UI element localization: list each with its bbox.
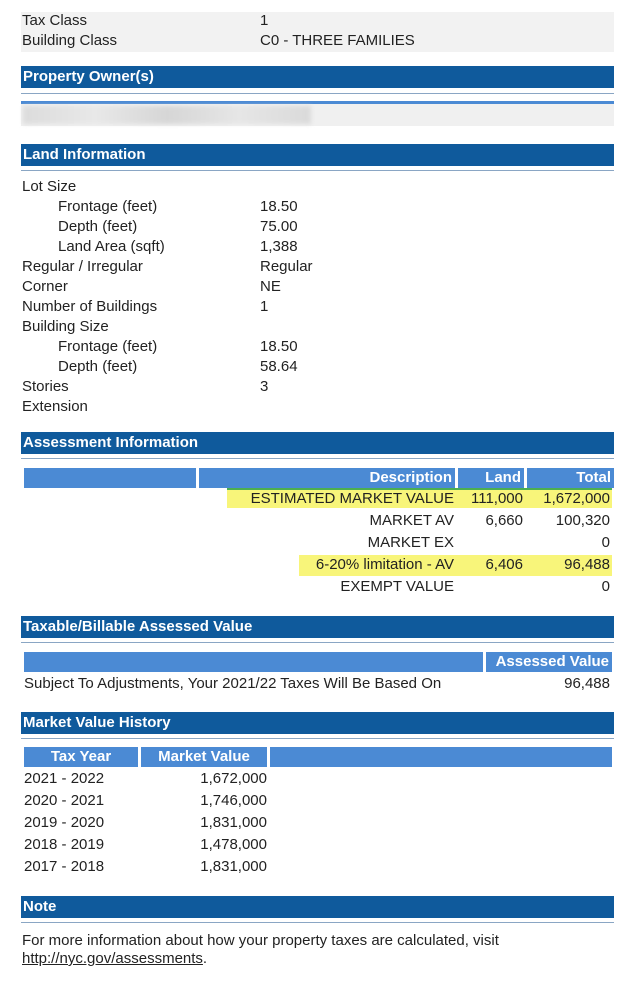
bldg-depth-row <box>22 357 298 377</box>
history-row-value: 1,478,000 <box>200 836 267 853</box>
regular-value: Regular <box>260 258 313 275</box>
regular-label: Regular / Irregular <box>22 258 143 275</box>
taxable-header-blank <box>24 652 483 672</box>
num-buildings-row <box>22 297 269 317</box>
corner-label: Corner <box>22 278 68 295</box>
assessment-row-land: 111,000 <box>471 490 523 507</box>
history-row-year: 2020 - 2021 <box>24 792 105 809</box>
note-link-suffix: . <box>202 950 208 967</box>
bldg-frontage-value: 18.50 <box>260 338 298 355</box>
owners-rule <box>21 93 614 94</box>
assessment-row-land <box>458 577 523 597</box>
building-class-value: C0 - THREE FAMILIES <box>260 32 415 49</box>
land-rule <box>21 170 614 171</box>
land-area-label: Land Area (sqft) <box>58 238 165 255</box>
bldg-frontage-label: Frontage (feet) <box>58 338 158 355</box>
tax-class-row <box>22 11 269 31</box>
assessment-row-total: 0 <box>601 578 610 595</box>
assessment-row-description: EXEMPT VALUE <box>340 578 454 595</box>
history-row-value: 1,831,000 <box>200 858 267 875</box>
assessment-header-description: Description <box>199 468 455 488</box>
assessment-row-land: 6,406 <box>485 556 523 573</box>
tax-class-value: 1 <box>260 12 269 29</box>
owner-name-redacted <box>21 104 614 126</box>
stories-value: 3 <box>260 378 269 395</box>
market-value-history-header: Market Value History <box>21 712 614 734</box>
assessment-row-total: 1,672,000 <box>543 490 610 507</box>
lot-frontage-label: Frontage (feet) <box>58 198 158 215</box>
taxable-rule <box>21 642 614 643</box>
land-area-row <box>22 237 298 257</box>
history-row-value: 1,831,000 <box>200 814 267 831</box>
history-header-blank <box>270 747 612 767</box>
assessment-header-land: Land <box>458 468 524 488</box>
note-link-line <box>22 949 207 969</box>
taxable-header-assessed-value: Assessed Value <box>486 652 612 672</box>
corner-row <box>22 277 281 297</box>
assessment-row-land: 6,660 <box>485 512 523 529</box>
history-row-value: 1,672,000 <box>200 770 267 787</box>
assessment-header-blank <box>24 468 196 488</box>
lot-depth-value: 75.00 <box>260 218 298 235</box>
taxable-header: Taxable/Billable Assessed Value <box>21 616 614 638</box>
lot-size-label: Lot Size <box>22 178 77 195</box>
history-header-value: Market Value <box>141 747 267 767</box>
land-information-header: Land Information <box>21 144 614 166</box>
building-size-row <box>22 317 109 337</box>
regular-row <box>22 257 313 277</box>
lot-depth-row <box>22 217 298 237</box>
corner-value: NE <box>260 278 281 295</box>
building-class-label: Building Class <box>22 32 118 49</box>
assessment-row-description: ESTIMATED MARKET VALUE <box>250 490 454 507</box>
note-rule <box>21 922 614 923</box>
note-text: For more information about how your property taxes are calculated, visit <box>22 932 499 949</box>
assessment-rule <box>21 458 614 459</box>
property-owners-header: Property Owner(s) <box>21 66 614 88</box>
lot-frontage-row <box>22 197 298 217</box>
bldg-frontage-row <box>22 337 298 357</box>
assessment-row-description: MARKET AV <box>369 512 454 529</box>
extension-label: Extension <box>22 398 88 415</box>
assessment-information-header: Assessment Information <box>21 432 614 454</box>
assessment-row-description: MARKET EX <box>367 534 454 551</box>
history-header-year: Tax Year <box>24 747 138 767</box>
bldg-depth-value: 58.64 <box>260 358 298 375</box>
assessment-row-total: 0 <box>601 534 610 551</box>
building-size-label: Building Size <box>22 318 109 335</box>
taxable-label: Subject To Adjustments, Your 2021/22 Taxes Will Be Based On <box>24 675 442 692</box>
stories-row <box>22 377 269 397</box>
history-row-value: 1,746,000 <box>200 792 267 809</box>
taxable-value: 96,488 <box>564 675 610 692</box>
building-class-row <box>22 31 415 51</box>
lot-depth-label: Depth (feet) <box>58 218 138 235</box>
tax-class-label: Tax Class <box>22 12 88 29</box>
history-row-year: 2019 - 2020 <box>24 814 105 831</box>
assessment-row-land <box>458 533 523 553</box>
lot-frontage-value: 18.50 <box>260 198 298 215</box>
stories-label: Stories <box>22 378 69 395</box>
assessment-row-total: 96,488 <box>564 556 610 573</box>
extension-row <box>22 397 88 417</box>
history-rule <box>21 738 614 739</box>
history-row-year: 2018 - 2019 <box>24 836 105 853</box>
lot-size-row <box>22 177 76 197</box>
assessment-row-description: 6-20% limitation - AV <box>315 556 454 573</box>
assessment-row-total: 100,320 <box>555 512 610 529</box>
num-buildings-label: Number of Buildings <box>22 298 158 315</box>
num-buildings-value: 1 <box>260 298 269 315</box>
assessment-header-total: Total <box>527 468 614 488</box>
bldg-depth-label: Depth (feet) <box>58 358 138 375</box>
land-area-value: 1,388 <box>260 238 298 255</box>
history-row-year: 2021 - 2022 <box>24 770 105 787</box>
assessments-link[interactable]: http://nyc.gov/assessments <box>22 950 203 967</box>
history-row-year: 2017 - 2018 <box>24 858 105 875</box>
note-header: Note <box>21 896 614 918</box>
